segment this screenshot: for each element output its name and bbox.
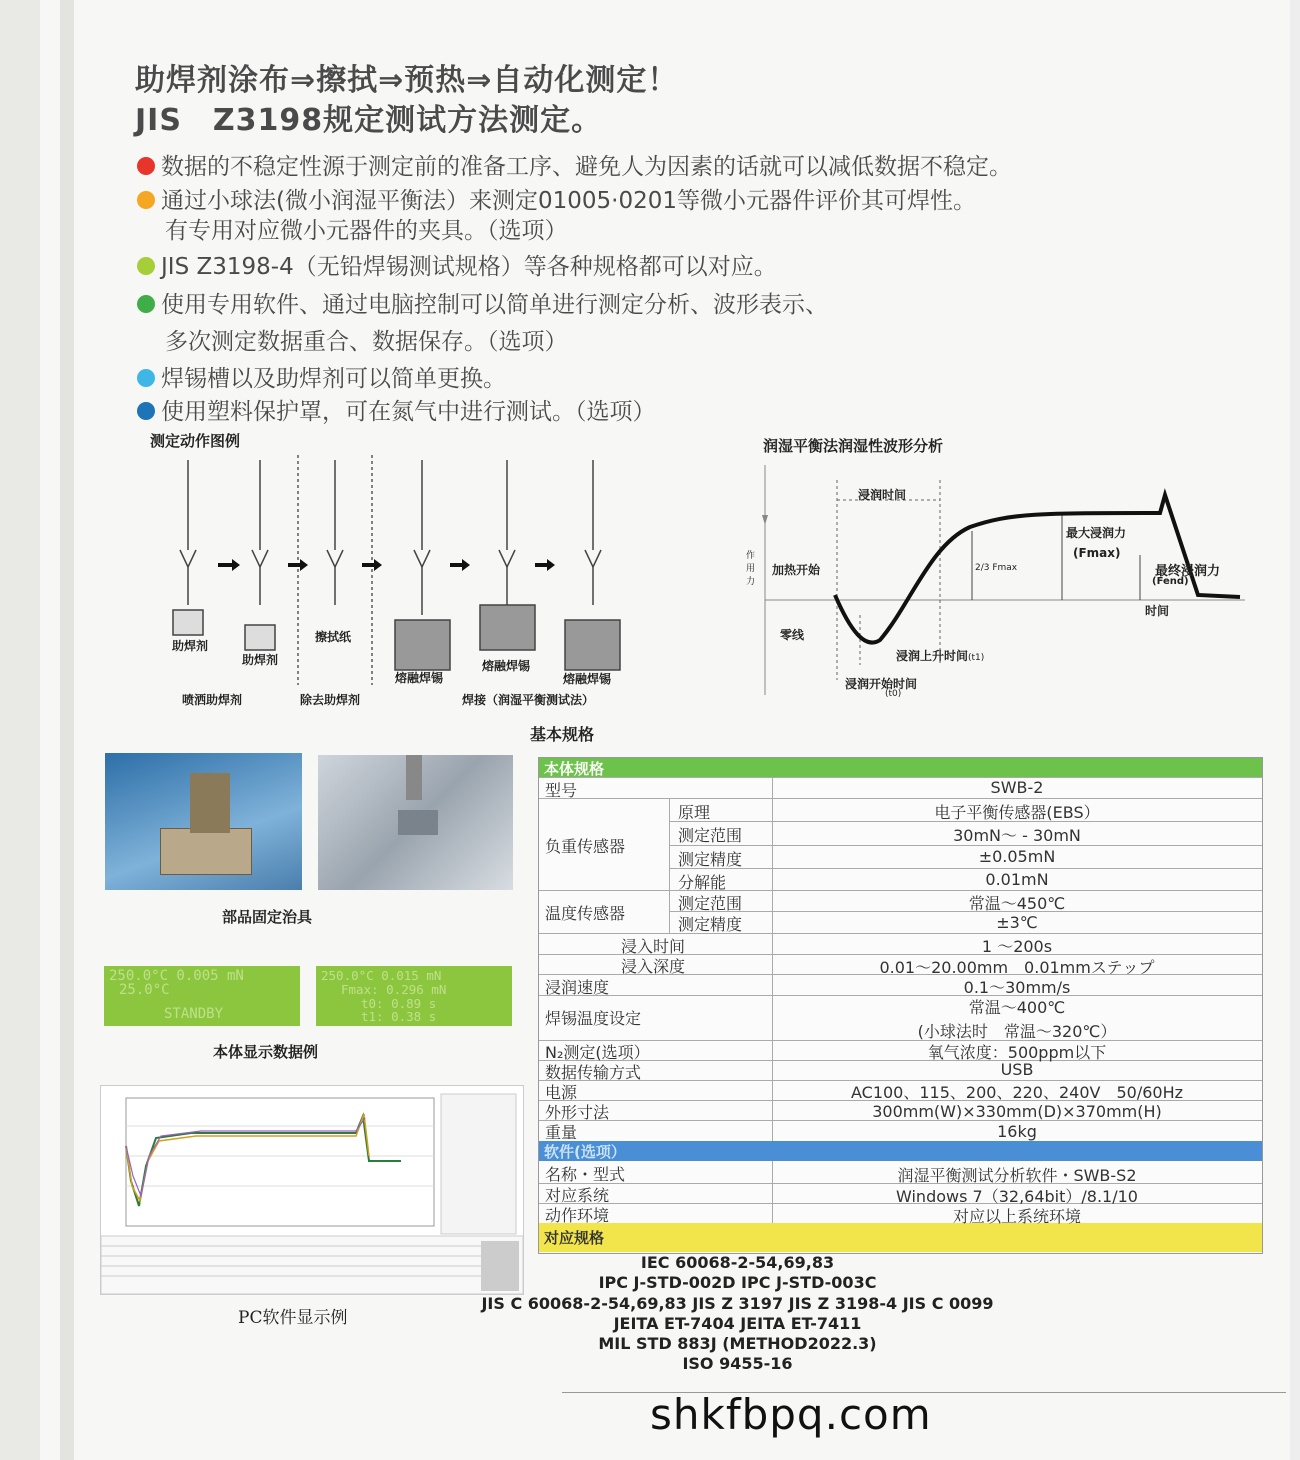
lime-bullet-icon — [137, 257, 155, 275]
solder-bath — [565, 620, 620, 670]
standards-header: 对应规格 — [539, 1223, 1262, 1252]
spec-table — [538, 757, 1263, 1254]
headline-1: 助焊剂涂布⇒擦拭⇒预热⇒自动化测定！ — [135, 63, 679, 98]
basic-spec-title: 基本规格 — [530, 725, 595, 744]
spec-value: 润湿平衡测试分析软件・SWB-S2 — [897, 1166, 1137, 1185]
orange-bullet-icon — [137, 191, 155, 209]
footer-url[interactable]: shkfbpq.com — [650, 1390, 932, 1439]
spec-label: 温度传感器 — [545, 904, 626, 923]
label-molten-solder: 熔融焊锡 — [482, 659, 531, 673]
standard-item: JIS C 60068-2-54,69,83 JIS Z 3197 JIS Z 3198-4 JIS C 0099 — [481, 1294, 994, 1313]
feature-item: 使用塑料保护罩，可在氮气中进行测试。（选项） — [137, 393, 656, 426]
page-edge-left — [0, 0, 40, 1460]
label-time: 时间 — [1145, 604, 1170, 618]
spec-value: 0.01mN — [985, 870, 1049, 889]
label-heat-start: 加热开始 — [772, 563, 821, 577]
label-final-force: 最终浸润力 — [1155, 564, 1221, 579]
feature-item: 通过小球法(微小润湿平衡法）来测定01005·0201等微小元器件评价其可焊性。 — [137, 182, 976, 215]
sample-plate — [398, 810, 438, 835]
probe-rod — [499, 460, 515, 625]
spec-label: 数据传输方式 — [545, 1063, 642, 1082]
standard-item: IPC J-STD-002D IPC J-STD-003C — [598, 1273, 877, 1292]
red-bullet-icon — [137, 157, 155, 175]
headline-2: JIS Z3198规定测试方法测定。 — [135, 103, 603, 138]
label-force-axis: 作用力 — [746, 551, 756, 587]
solder-bath — [395, 620, 450, 670]
label-wet-time: 浸润时间 — [858, 488, 907, 502]
spec-label: 名称・型式 — [545, 1165, 626, 1184]
spec-sublabel: 测定精度 — [678, 850, 743, 869]
fixture-photo — [105, 753, 302, 890]
spec-label: 浸润速度 — [545, 978, 610, 997]
standard-item: IEC 60068-2-54,69,83 — [640, 1253, 835, 1272]
spec-value: 电子平衡传感器(EBS） — [934, 803, 1100, 822]
flux-cup — [173, 610, 203, 635]
page-edge-right — [1290, 0, 1300, 1460]
spec-label: 重量 — [545, 1123, 578, 1142]
body-spec-header: 本体规格 — [539, 758, 1262, 777]
spec-label: 浸入时间 — [621, 937, 686, 956]
probe-rod — [327, 460, 343, 605]
standard-item: ISO 9455-16 — [682, 1354, 793, 1373]
arrow-right-icon — [535, 559, 555, 571]
spec-label: 型号 — [545, 781, 578, 800]
spec-sublabel: 测定范围 — [678, 894, 743, 913]
probe-rod — [252, 460, 268, 605]
feature-item: 使用专用软件、通过电脑控制可以简单进行测定分析、波形表示、 — [137, 286, 828, 319]
label-molten-solder: 熔融焊锡 — [563, 672, 612, 686]
feature-continuation: 多次测定数据重合、数据保存。（选项） — [165, 329, 568, 355]
software-spec-header: 软件(选项） — [539, 1141, 1262, 1161]
arrow-right-icon — [218, 559, 240, 571]
spec-value: 常温～450℃ — [968, 894, 1066, 913]
waveform-title: 润湿平衡法润湿性波形分析 — [763, 437, 944, 455]
solder-bath — [480, 605, 535, 650]
spec-label: 动作环境 — [545, 1206, 610, 1225]
spec-value: 对应以上系统环境 — [952, 1207, 1081, 1226]
spec-label: 外形寸法 — [545, 1103, 610, 1122]
spec-label: 对应系统 — [545, 1186, 610, 1205]
label-fmax: (Fmax) — [1073, 546, 1121, 560]
spec-sublabel: 原理 — [678, 803, 711, 822]
spec-sublabel: 分解能 — [678, 873, 727, 892]
device-head — [190, 773, 230, 833]
label-start-time: 浸润开始时间 — [845, 677, 918, 691]
lcd-standby: 250.0°C 0.005 mN 25.0°C STANDBY — [104, 966, 300, 1026]
spec-value: 0.01～20.00mm 0.01mmステップ — [879, 958, 1155, 977]
spec-sublabel: 测定精度 — [678, 915, 743, 934]
label-molten-solder: 熔融焊锡 — [395, 671, 444, 685]
diagram-title: 测定动作图例 — [150, 432, 241, 450]
spec-value: AC100、115、200、220、240V 50/60Hz — [850, 1083, 1184, 1102]
spec-value: SWB-2 — [990, 778, 1044, 797]
label-wipe-paper: 擦拭纸 — [315, 630, 352, 644]
device-base — [160, 828, 252, 875]
blue-bullet-icon — [137, 402, 155, 420]
cyan-bullet-icon — [137, 369, 155, 387]
feature-item: 数据的不稳定性源于测定前的准备工序、避免人为因素的话就可以减低数据不稳定。 — [137, 148, 1012, 181]
pc-caption: PC软件显示例 — [238, 1308, 348, 1328]
flux-cup — [245, 625, 275, 650]
label-max-force: 最大浸润力 — [1066, 526, 1127, 540]
spec-value: 30mN～ - 30mN — [953, 826, 1081, 845]
probe-needle — [406, 755, 422, 800]
spec-value: 0.1～30mm/s — [963, 978, 1071, 997]
spec-value: (小球法时 常温～320℃） — [917, 1022, 1117, 1041]
spec-label: 焊锡温度设定 — [545, 1009, 642, 1028]
standard-item: MIL STD 883J (METHOD2022.3) — [598, 1334, 877, 1353]
spec-label: 电源 — [545, 1083, 578, 1102]
spec-value: USB — [1000, 1060, 1034, 1079]
spec-value: 16kg — [997, 1122, 1037, 1141]
spec-sublabel: 测定范围 — [678, 826, 743, 845]
operation-diagram — [150, 455, 630, 685]
label-rise-time: 浸润上升时间(t1) — [896, 649, 985, 663]
probe-rod — [180, 460, 196, 605]
page-edge-strip — [60, 0, 74, 1460]
label-zero-line: 零线 — [780, 628, 805, 642]
feature-continuation: 有专用对应微小元器件的夹具。（选项） — [165, 218, 568, 244]
spec-label: 负重传感器 — [545, 837, 626, 856]
lcd-caption: 本体显示数据例 — [213, 1043, 319, 1061]
probe-rod — [414, 460, 430, 615]
lcd-result: 250.0°C 0.015 mN Fmax: 0.296 mN t0: 0.89 s t1: 0.38 s — [316, 966, 512, 1026]
feature-item: 焊锡槽以及助焊剂可以简单更换。 — [137, 360, 506, 393]
spec-label: N₂测定(选项） — [545, 1043, 650, 1062]
spec-value: Windows 7（32,64bit）/8.1/10 — [896, 1187, 1138, 1206]
label-step-solder: 焊接（润湿平衡测试法） — [462, 693, 595, 707]
arrow-up-icon — [762, 515, 768, 525]
standard-item: JEITA ET-7404 JEITA ET-7411 — [613, 1314, 862, 1333]
feature-item: JIS Z3198-4（无铅焊锡测试规格）等各种规格都可以对应。 — [137, 248, 777, 281]
spec-value: 氧气浓度：500ppm以下 — [927, 1043, 1107, 1062]
label-fend: (Fend) — [1152, 576, 1189, 587]
label-two-thirds: 2/3 Fmax — [975, 563, 1018, 573]
probe-rod — [585, 460, 601, 605]
label-t0: (t0) — [885, 689, 902, 699]
spec-value: 常温～400℃ — [968, 998, 1066, 1017]
spec-value: ±3℃ — [996, 913, 1038, 932]
label-flux: 助焊剂 — [172, 639, 209, 653]
probe-photo — [318, 755, 513, 890]
spec-value: ±0.05mN — [978, 847, 1056, 866]
label-step-spray: 喷洒助焊剂 — [182, 693, 243, 707]
fixture-caption: 部品固定治具 — [222, 908, 313, 926]
label-flux: 助焊剂 — [242, 653, 279, 667]
spec-value: 1 ～200s — [981, 937, 1053, 956]
green-bullet-icon — [137, 295, 155, 313]
spec-value: 300mm(W)×330mm(D)×370mm(H) — [872, 1102, 1162, 1121]
label-step-remove: 除去助焊剂 — [300, 693, 361, 707]
arrow-right-icon — [450, 559, 470, 571]
spec-label: 浸入深度 — [621, 957, 686, 976]
